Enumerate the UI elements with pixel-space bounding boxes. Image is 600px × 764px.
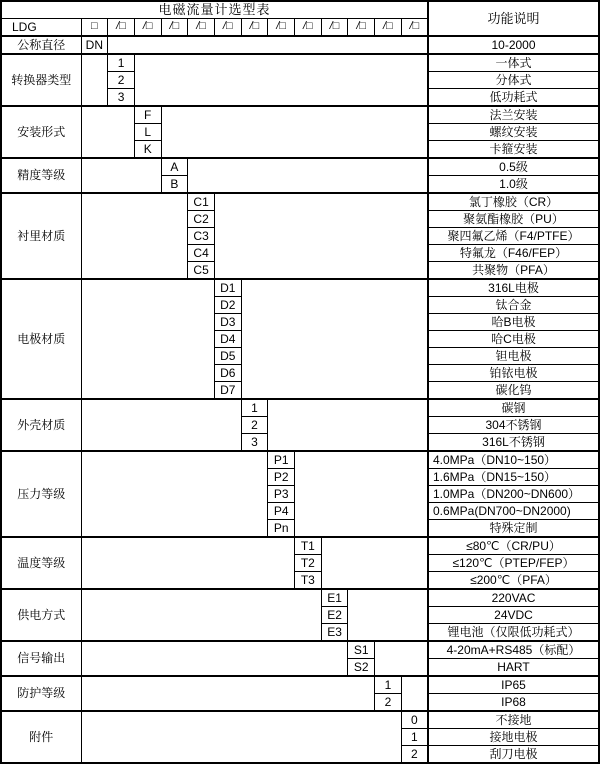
- description-cell: ≤120℃（PTEP/FEP）: [428, 555, 599, 572]
- spacer-cell: [81, 711, 401, 763]
- section-label: 供电方式: [1, 589, 81, 641]
- spacer-cell: [401, 676, 428, 711]
- code-cell: P2: [268, 469, 295, 486]
- code-cell: D5: [214, 348, 241, 365]
- spacer-cell: [81, 537, 295, 589]
- section-label: 温度等级: [1, 537, 81, 589]
- code-cell: S2: [348, 659, 375, 677]
- description-cell: 316L不锈钢: [428, 434, 599, 452]
- code-cell: C2: [188, 211, 215, 228]
- section-label: 衬里材质: [1, 193, 81, 279]
- spacer-cell: [81, 106, 134, 158]
- model-digit-box: □: [81, 19, 108, 37]
- description-cell: 10-2000: [428, 36, 599, 54]
- code-cell: DN: [81, 36, 108, 54]
- code-cell: 1: [241, 399, 268, 417]
- description-cell: 钽电极: [428, 348, 599, 365]
- section-label: 安装形式: [1, 106, 81, 158]
- spacer-cell: [81, 641, 348, 676]
- model-digit-box: /□: [214, 19, 241, 37]
- description-cell: 钛合金: [428, 297, 599, 314]
- code-cell: 0: [401, 711, 428, 729]
- code-cell: T2: [295, 555, 322, 572]
- spacer-cell: [81, 193, 188, 279]
- description-cell: IP68: [428, 694, 599, 712]
- description-cell: 分体式: [428, 72, 599, 89]
- code-cell: E2: [321, 607, 348, 624]
- spacer-cell: [81, 676, 375, 711]
- description-cell: 4.0MPa（DN10~150）: [428, 451, 599, 469]
- spacer-cell: [161, 106, 428, 158]
- spacer-cell: [81, 279, 214, 399]
- spacer-cell: [375, 641, 428, 676]
- description-cell: 螺纹安装: [428, 124, 599, 141]
- description-cell: 锂电池（仅限低功耗式）: [428, 624, 599, 642]
- description-cell: 0.6MPa(DN700~DN2000): [428, 503, 599, 520]
- code-cell: C1: [188, 193, 215, 211]
- spacer-cell: [81, 158, 161, 193]
- code-cell: E3: [321, 624, 348, 642]
- model-digit-box: /□: [375, 19, 402, 37]
- description-cell: 316L电极: [428, 279, 599, 297]
- description-cell: 1.0级: [428, 176, 599, 194]
- code-cell: L: [134, 124, 161, 141]
- model-digit-box: /□: [348, 19, 375, 37]
- code-cell: 2: [401, 746, 428, 764]
- model-digit-box: /□: [295, 19, 322, 37]
- code-cell: E1: [321, 589, 348, 607]
- spacer-cell: [188, 158, 428, 193]
- description-cell: 接地电极: [428, 729, 599, 746]
- spacer-cell: [134, 54, 428, 106]
- section-label: 转换器类型: [1, 54, 81, 106]
- description-cell: 聚四氟乙烯（F4/PTFE）: [428, 228, 599, 245]
- description-cell: 特氟龙（F46/FEP）: [428, 245, 599, 262]
- model-digit-box: /□: [161, 19, 188, 37]
- table-title: 电磁流量计选型表: [1, 1, 428, 19]
- code-cell: D1: [214, 279, 241, 297]
- description-cell: 4-20mA+RS485（标配）: [428, 641, 599, 659]
- code-cell: P3: [268, 486, 295, 503]
- description-cell: 法兰安装: [428, 106, 599, 124]
- code-cell: D3: [214, 314, 241, 331]
- code-cell: 1: [401, 729, 428, 746]
- code-cell: D4: [214, 331, 241, 348]
- code-cell: K: [134, 141, 161, 159]
- code-cell: B: [161, 176, 188, 194]
- code-cell: T3: [295, 572, 322, 590]
- code-cell: T1: [295, 537, 322, 555]
- description-cell: 哈B电极: [428, 314, 599, 331]
- description-cell: 哈C电极: [428, 331, 599, 348]
- description-cell: 碳钢: [428, 399, 599, 417]
- code-cell: 1: [108, 54, 135, 72]
- description-cell: 卡箍安装: [428, 141, 599, 159]
- model-digit-box: /□: [108, 19, 135, 37]
- description-cell: 1.0MPa（DN200~DN600）: [428, 486, 599, 503]
- section-label: 压力等级: [1, 451, 81, 537]
- code-cell: A: [161, 158, 188, 176]
- description-cell: ≤80℃（CR/PU）: [428, 537, 599, 555]
- description-cell: 0.5级: [428, 158, 599, 176]
- code-cell: 2: [375, 694, 402, 712]
- spacer-cell: [81, 589, 321, 641]
- description-cell: IP65: [428, 676, 599, 694]
- code-cell: 3: [241, 434, 268, 452]
- description-cell: 1.6MPa（DN15~150）: [428, 469, 599, 486]
- description-cell: 低功耗式: [428, 89, 599, 107]
- function-column-header: 功能说明: [428, 1, 599, 36]
- description-cell: 共聚物（PFA）: [428, 262, 599, 280]
- spacer-cell: [108, 36, 428, 54]
- model-digit-box: /□: [401, 19, 428, 37]
- description-cell: 一体式: [428, 54, 599, 72]
- section-label: 公称直径: [1, 36, 81, 54]
- code-cell: 2: [241, 417, 268, 434]
- description-cell: 氯丁橡胶（CR）: [428, 193, 599, 211]
- model-digit-box: /□: [241, 19, 268, 37]
- code-cell: C3: [188, 228, 215, 245]
- section-label: 防护等级: [1, 676, 81, 711]
- code-cell: F: [134, 106, 161, 124]
- description-cell: 特殊定制: [428, 520, 599, 538]
- model-digit-box: /□: [268, 19, 295, 37]
- model-prefix-cell: LDG: [1, 19, 81, 37]
- model-digit-box: /□: [134, 19, 161, 37]
- code-cell: C4: [188, 245, 215, 262]
- spacer-cell: [81, 399, 241, 451]
- code-cell: C5: [188, 262, 215, 280]
- model-digit-box: /□: [188, 19, 215, 37]
- description-cell: 聚氨酯橡胶（PU）: [428, 211, 599, 228]
- model-digit-box: /□: [321, 19, 348, 37]
- description-cell: HART: [428, 659, 599, 677]
- description-cell: 刮刀电极: [428, 746, 599, 764]
- spacer-cell: [214, 193, 428, 279]
- section-label: 电极材质: [1, 279, 81, 399]
- spacer-cell: [348, 589, 428, 641]
- code-cell: P4: [268, 503, 295, 520]
- description-cell: ≤200℃（PFA）: [428, 572, 599, 590]
- description-cell: 铂铱电极: [428, 365, 599, 382]
- code-cell: D6: [214, 365, 241, 382]
- code-cell: 1: [375, 676, 402, 694]
- code-cell: D2: [214, 297, 241, 314]
- code-cell: 3: [108, 89, 135, 107]
- code-cell: P1: [268, 451, 295, 469]
- spacer-cell: [241, 279, 428, 399]
- spacer-cell: [81, 451, 268, 537]
- spacer-cell: [268, 399, 428, 451]
- code-cell: S1: [348, 641, 375, 659]
- description-cell: 碳化钨: [428, 382, 599, 400]
- description-cell: 24VDC: [428, 607, 599, 624]
- code-cell: Pn: [268, 520, 295, 538]
- section-label: 附件: [1, 711, 81, 763]
- spacer-cell: [321, 537, 428, 589]
- section-label: 信号输出: [1, 641, 81, 676]
- description-cell: 220VAC: [428, 589, 599, 607]
- section-label: 外壳材质: [1, 399, 81, 451]
- section-label: 精度等级: [1, 158, 81, 193]
- description-cell: 不接地: [428, 711, 599, 729]
- selection-table-body: [1, 1, 599, 763]
- description-cell: 304不锈钢: [428, 417, 599, 434]
- spacer-cell: [81, 54, 108, 106]
- code-cell: 2: [108, 72, 135, 89]
- spacer-cell: [295, 451, 428, 537]
- code-cell: D7: [214, 382, 241, 400]
